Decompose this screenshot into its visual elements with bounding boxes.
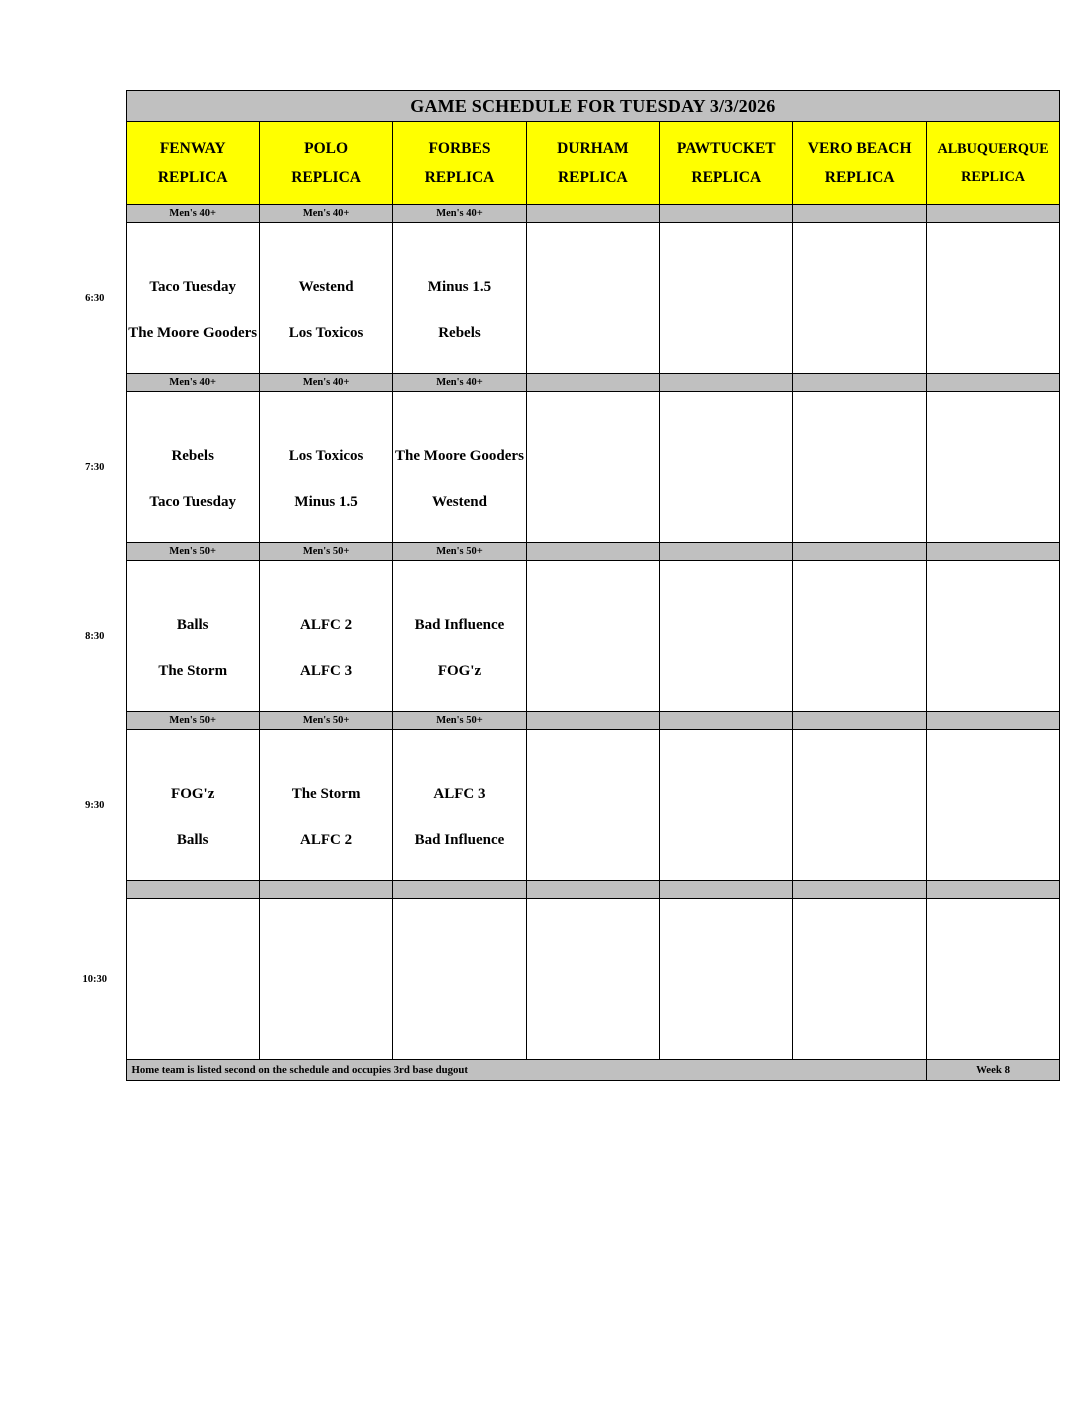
home-team xyxy=(527,314,659,334)
away-team: Los Toxicos xyxy=(288,448,364,465)
time-label: 6:30 xyxy=(64,223,126,374)
division-label xyxy=(526,205,659,223)
away-team xyxy=(660,943,792,995)
division-spacer xyxy=(64,881,126,899)
away-team xyxy=(927,769,1059,821)
division-spacer xyxy=(64,712,126,730)
division-row-1030 xyxy=(64,881,1060,899)
home-team: FOG'z xyxy=(437,663,482,680)
field-name: ALBUQUERQUE xyxy=(937,140,1049,157)
field-subname: REPLICA xyxy=(961,169,1025,185)
home-team xyxy=(793,483,925,503)
time-label: 9:30 xyxy=(64,730,126,881)
field-subname: REPLICA xyxy=(157,169,228,186)
home-team xyxy=(793,995,925,1015)
division-label xyxy=(660,374,793,392)
division-label: Men's 40+ xyxy=(393,205,526,223)
away-team xyxy=(927,943,1059,995)
game-cell[interactable] xyxy=(660,899,793,1060)
division-label xyxy=(926,881,1059,899)
home-team: The Moore Gooders xyxy=(128,325,258,342)
game-cell[interactable] xyxy=(259,899,392,1060)
away-team xyxy=(127,943,259,995)
home-team xyxy=(927,995,1059,1015)
division-label: Men's 40+ xyxy=(126,205,259,223)
division-label xyxy=(926,712,1059,730)
home-team xyxy=(793,652,925,672)
home-team: The Storm xyxy=(158,663,228,680)
game-cell[interactable] xyxy=(126,561,259,712)
schedule-sheet xyxy=(64,90,1060,1081)
division-label xyxy=(793,881,926,899)
home-team xyxy=(927,652,1059,672)
away-team xyxy=(260,943,392,995)
time-label: 10:30 xyxy=(64,899,126,1060)
division-label xyxy=(126,881,259,899)
away-team xyxy=(660,600,792,652)
away-team xyxy=(927,431,1059,483)
home-team xyxy=(527,652,659,672)
field-header-vero-beach xyxy=(793,122,926,205)
game-cell[interactable] xyxy=(926,730,1059,881)
game-cell[interactable] xyxy=(526,223,659,374)
field-name: POLO xyxy=(304,139,349,157)
division-label: Men's 50+ xyxy=(259,543,392,561)
time-label: 8:30 xyxy=(64,561,126,712)
division-label: Men's 40+ xyxy=(259,374,392,392)
away-team xyxy=(393,943,525,995)
game-cell[interactable] xyxy=(526,899,659,1060)
time-label: 7:30 xyxy=(64,392,126,543)
division-row-830 xyxy=(64,543,1060,561)
field-header-fenway xyxy=(126,122,259,205)
game-cell[interactable] xyxy=(526,392,659,543)
home-team: Bad Influence xyxy=(414,832,505,849)
home-team xyxy=(393,995,525,1015)
away-team xyxy=(927,262,1059,314)
game-row-1030 xyxy=(64,899,1060,1060)
away-team: Minus 1.5 xyxy=(427,279,492,296)
division-label: Men's 50+ xyxy=(393,543,526,561)
division-label: Men's 40+ xyxy=(259,205,392,223)
game-cell[interactable] xyxy=(393,223,526,374)
game-cell[interactable] xyxy=(926,392,1059,543)
division-label xyxy=(526,543,659,561)
field-subname: REPLICA xyxy=(424,169,495,186)
home-team xyxy=(927,483,1059,503)
home-team xyxy=(527,995,659,1015)
division-label xyxy=(793,712,926,730)
division-label xyxy=(793,543,926,561)
field-header-polo xyxy=(259,122,392,205)
away-team: ALFC 2 xyxy=(300,617,353,634)
away-team: The Moore Gooders xyxy=(395,448,524,465)
division-label xyxy=(526,881,659,899)
home-team: ALFC 2 xyxy=(300,832,353,849)
game-row-730 xyxy=(64,392,1060,543)
field-name: DURHAM xyxy=(557,139,629,157)
away-team: Balls xyxy=(176,617,209,634)
division-label xyxy=(660,712,793,730)
game-cell[interactable] xyxy=(126,392,259,543)
game-cell[interactable] xyxy=(793,392,926,543)
division-row-730 xyxy=(64,374,1060,392)
game-cell[interactable] xyxy=(660,561,793,712)
game-cell[interactable] xyxy=(259,392,392,543)
division-label: Men's 50+ xyxy=(259,712,392,730)
division-row-930 xyxy=(64,712,1060,730)
game-cell[interactable] xyxy=(393,899,526,1060)
footer-note: Home team is listed second on the schedule and occupies 3rd base dugout xyxy=(126,1060,926,1081)
home-team: Los Toxicos xyxy=(288,325,364,342)
home-team: ALFC 3 xyxy=(300,663,353,680)
game-cell[interactable] xyxy=(793,561,926,712)
division-label: Men's 40+ xyxy=(393,374,526,392)
away-team xyxy=(527,769,659,821)
game-cell[interactable] xyxy=(926,561,1059,712)
away-team xyxy=(793,431,925,483)
game-cell[interactable] xyxy=(926,223,1059,374)
header-spacer xyxy=(64,122,126,205)
home-team xyxy=(660,821,792,841)
field-name: FENWAY xyxy=(159,139,226,157)
week-label: Week 8 xyxy=(926,1060,1059,1081)
away-team xyxy=(660,262,792,314)
game-cell[interactable] xyxy=(793,899,926,1060)
game-cell[interactable] xyxy=(126,223,259,374)
field-name: PAWTUCKET xyxy=(676,139,776,157)
division-label xyxy=(259,881,392,899)
home-team xyxy=(660,483,792,503)
away-team xyxy=(927,600,1059,652)
away-team: ALFC 3 xyxy=(433,786,486,803)
division-label xyxy=(393,881,526,899)
game-cell[interactable] xyxy=(259,223,392,374)
field-name: FORBES xyxy=(428,139,491,157)
title-row xyxy=(64,91,1060,122)
division-label: Men's 50+ xyxy=(126,712,259,730)
away-team xyxy=(793,262,925,314)
field-header-row xyxy=(64,122,1060,205)
away-team: The Storm xyxy=(291,786,361,803)
home-team xyxy=(793,821,925,841)
division-label xyxy=(926,543,1059,561)
division-spacer xyxy=(64,543,126,561)
game-cell[interactable] xyxy=(393,730,526,881)
home-team xyxy=(927,821,1059,841)
home-team xyxy=(660,652,792,672)
game-cell[interactable] xyxy=(126,899,259,1060)
game-cell[interactable] xyxy=(259,561,392,712)
game-cell[interactable] xyxy=(926,899,1059,1060)
game-schedule-table xyxy=(64,90,1060,1081)
field-header-albuquerque xyxy=(926,122,1059,205)
division-label xyxy=(793,374,926,392)
field-header-durham xyxy=(526,122,659,205)
field-subname: REPLICA xyxy=(557,169,628,186)
home-team: Westend xyxy=(431,494,487,511)
away-team xyxy=(527,600,659,652)
home-team: Minus 1.5 xyxy=(294,494,358,511)
division-label xyxy=(926,205,1059,223)
footer-spacer xyxy=(64,1060,126,1081)
away-team: Westend xyxy=(298,279,354,296)
home-team: Balls xyxy=(176,832,209,849)
division-spacer xyxy=(64,374,126,392)
game-cell[interactable] xyxy=(526,730,659,881)
away-team xyxy=(527,431,659,483)
field-header-forbes xyxy=(393,122,526,205)
division-label: Men's 50+ xyxy=(393,712,526,730)
home-team: Taco Tuesday xyxy=(149,494,236,511)
home-team xyxy=(660,314,792,334)
home-team xyxy=(793,314,925,334)
game-cell[interactable] xyxy=(793,223,926,374)
away-team xyxy=(793,600,925,652)
footer-row xyxy=(64,1060,1060,1081)
division-row-630 xyxy=(64,205,1060,223)
away-team xyxy=(793,769,925,821)
home-team: Rebels xyxy=(438,325,481,342)
away-team: Bad Influence xyxy=(414,617,505,634)
field-name: VERO BEACH xyxy=(807,139,912,157)
game-cell[interactable] xyxy=(660,730,793,881)
division-label xyxy=(660,543,793,561)
division-label xyxy=(660,881,793,899)
game-cell[interactable] xyxy=(259,730,392,881)
division-spacer xyxy=(64,205,126,223)
division-label: Men's 50+ xyxy=(126,543,259,561)
division-label xyxy=(526,712,659,730)
away-team: Taco Tuesday xyxy=(149,279,236,296)
home-team xyxy=(527,821,659,841)
title-spacer xyxy=(64,91,126,122)
away-team xyxy=(527,943,659,995)
division-label xyxy=(926,374,1059,392)
home-team xyxy=(927,314,1059,334)
game-cell[interactable] xyxy=(393,561,526,712)
game-row-930 xyxy=(64,730,1060,881)
away-team: Rebels xyxy=(171,448,214,465)
game-cell[interactable] xyxy=(660,392,793,543)
away-team: FOG'z xyxy=(171,786,215,803)
game-cell[interactable] xyxy=(126,730,259,881)
page-title: GAME SCHEDULE FOR TUESDAY 3/3/2026 xyxy=(126,91,1060,122)
game-row-630 xyxy=(64,223,1060,374)
division-label xyxy=(526,374,659,392)
away-team xyxy=(660,431,792,483)
away-team xyxy=(793,943,925,995)
field-subname: REPLICA xyxy=(824,169,895,186)
game-row-830 xyxy=(64,561,1060,712)
home-team xyxy=(260,995,392,1015)
home-team xyxy=(527,483,659,503)
division-label: Men's 40+ xyxy=(126,374,259,392)
home-team xyxy=(660,995,792,1015)
away-team xyxy=(527,262,659,314)
division-label xyxy=(793,205,926,223)
game-cell[interactable] xyxy=(526,561,659,712)
game-cell[interactable] xyxy=(393,392,526,543)
division-label xyxy=(660,205,793,223)
field-subname: REPLICA xyxy=(691,169,762,186)
game-cell[interactable] xyxy=(793,730,926,881)
field-subname: REPLICA xyxy=(291,169,361,186)
away-team xyxy=(660,769,792,821)
home-team xyxy=(127,995,259,1015)
field-header-pawtucket xyxy=(660,122,793,205)
game-cell[interactable] xyxy=(660,223,793,374)
